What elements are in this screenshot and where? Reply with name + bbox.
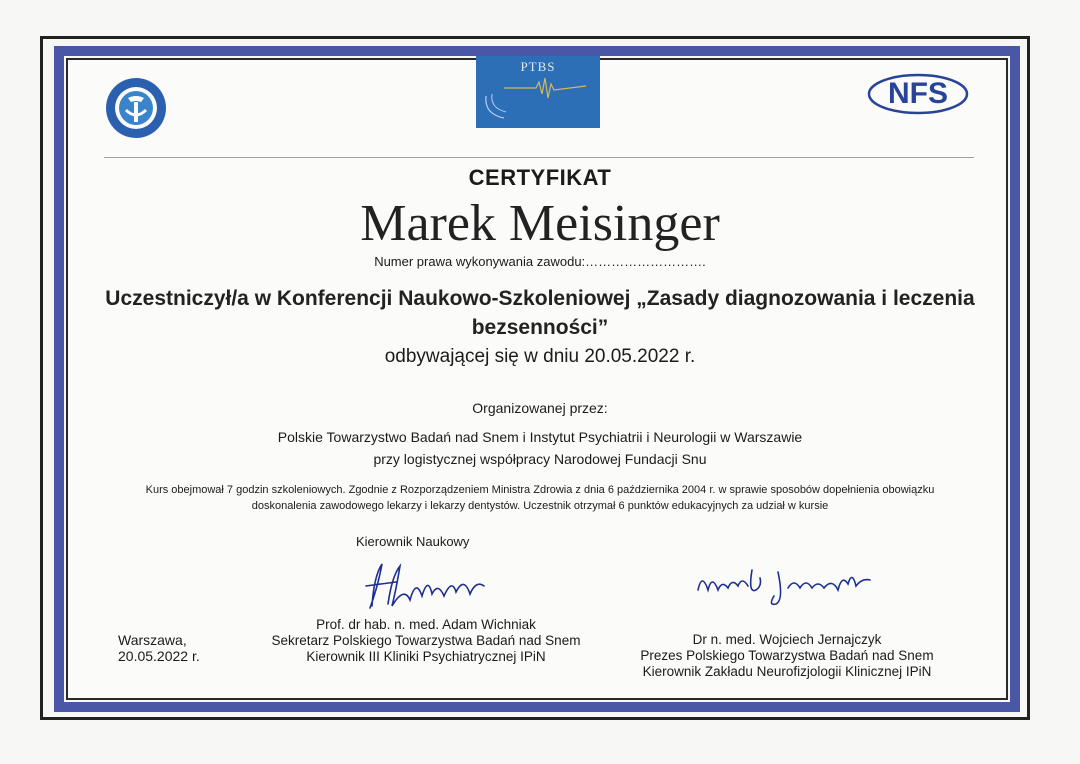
issue-date: 20.05.2022 r.: [118, 648, 200, 664]
signature-jernajczyk: [692, 560, 882, 610]
signature-wichniak: [352, 556, 502, 612]
ptbs-wave-icon: [476, 56, 600, 128]
place-and-date: [118, 632, 238, 664]
licence-number-line: Numer prawa wykonywania zawodu:……………………….: [374, 254, 706, 269]
organizer-line-2: przy logistycznej współpracy Narodowej Fundacji Snu: [373, 451, 707, 467]
header-divider: [104, 157, 974, 158]
nfs-logo: [866, 72, 970, 116]
certificate-title: CERTYFIKAT: [468, 165, 612, 190]
ipin-logo-icon: [104, 76, 168, 140]
recipient-name: Marek Meisinger: [360, 195, 720, 252]
scientific-director-label: Kierownik Naukowy: [356, 534, 470, 549]
organizer-line-1: Polskie Towarzystwo Badań nad Snem i Instytut Psychiatrii i Neurologii w Warszawie: [277, 429, 803, 445]
signer-left-title-1: Sekretarz Polskiego Towarzystwa Badań nad Snem: [271, 633, 581, 648]
participation-line-2: bezsenności”: [471, 316, 609, 339]
ptbs-logo-text: PTBS: [520, 59, 556, 74]
signer-left-name: Prof. dr hab. n. med. Adam Wichniak: [316, 617, 536, 632]
organized-by-label: Organizowanej przez:: [472, 400, 608, 416]
course-info-line-1: Kurs obejmował 7 godzin szkoleniowych. Zgodnie z Rozporządzeniem Ministra Zdrowia z dnia 6 października 2004 r. w sprawie sposobów dopełnienia obowiązku: [145, 484, 935, 496]
signer-left-title-2: Kierownik III Kliniki Psychiatrycznej IPiN: [306, 649, 546, 664]
signer-right-title-1: Prezes Polskiego Towarzystwa Badań nad Snem: [640, 648, 934, 663]
signer-right-name: Dr n. med. Wojciech Jernajczyk: [692, 632, 882, 647]
nfs-logo-text: NFS: [888, 77, 948, 110]
place-name: Warszawa,: [118, 632, 187, 648]
signer-left-block: [246, 617, 606, 665]
course-info-line-2: doskonalenia zawodowego lekarzy i lekarzy dentystów. Uczestnik otrzymał 6 punktów edukacyjnych za udział w kursie: [251, 500, 829, 512]
signer-right-block: [616, 632, 958, 680]
participation-line-1: Uczestniczył/a w Konferencji Naukowo-Szkoleniowej „Zasady diagnozowania i leczenia: [105, 287, 975, 310]
conference-date: odbywającej się w dniu 20.05.2022 r.: [384, 346, 696, 367]
signer-right-title-2: Kierownik Zakładu Neurofizjologii Klinicznej IPiN: [642, 664, 932, 679]
ptbs-logo: [476, 56, 600, 128]
